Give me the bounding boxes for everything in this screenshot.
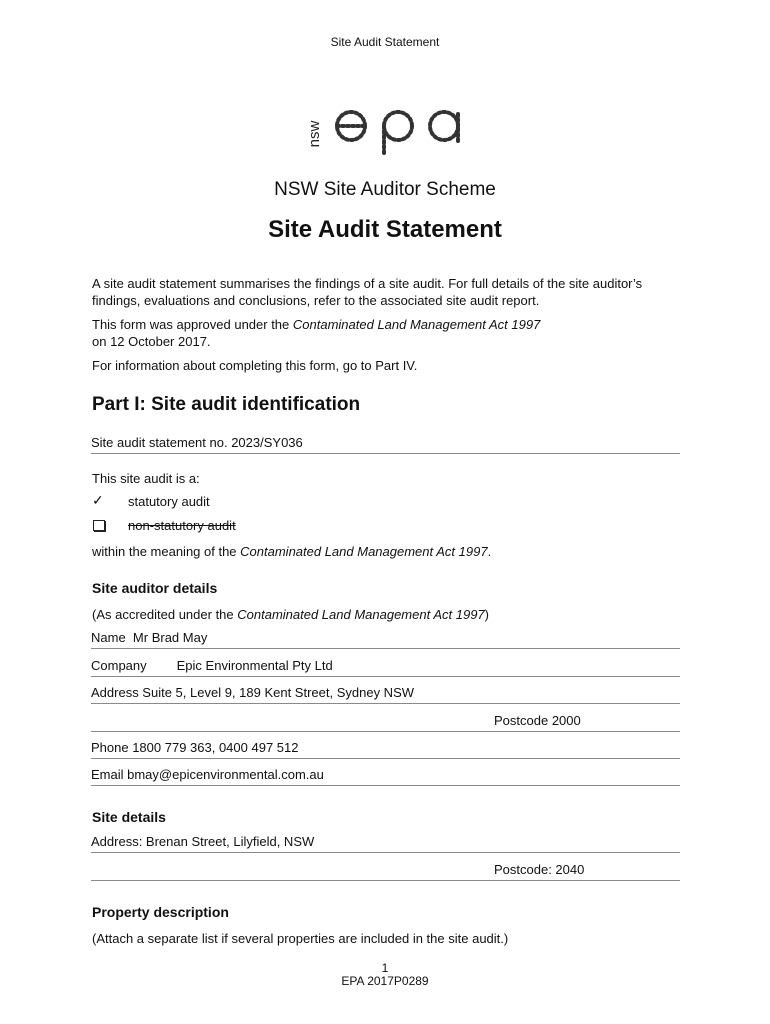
page-number: 1 bbox=[381, 961, 389, 975]
logo-nsw-text: nsw bbox=[306, 120, 323, 148]
accredited-act: Contaminated Land Management Act 1997 bbox=[237, 607, 485, 622]
meaning-act: Contaminated Land Management Act 1997 bbox=[240, 544, 488, 559]
approval-suffix: on 12 October 2017. bbox=[92, 334, 211, 349]
auditor-heading: Site auditor details bbox=[92, 580, 218, 596]
name-label: Name bbox=[91, 630, 126, 645]
intro-paragraph: A site audit statement summarises the findings of a site audit. For full details of the site auditor’s findings, evaluations and conclusions, refer to the associated site audit report. bbox=[92, 276, 643, 308]
act-name: Contaminated Land Management Act 1997 bbox=[292, 317, 541, 332]
statutory-audit-option: statutory audit bbox=[128, 494, 210, 509]
site-address-field: Address: Brenan Street, Lilyfield, NSW bbox=[91, 833, 680, 853]
name-value: Mr Brad May bbox=[132, 630, 208, 645]
checkbox-icon[interactable] bbox=[93, 520, 105, 531]
property-note: (Attach a separate list if several properties are included in the site audit.) bbox=[92, 931, 509, 946]
property-heading: Property description bbox=[92, 904, 229, 920]
auditor-postcode: Postcode 2000 bbox=[494, 713, 581, 728]
company-value: Epic Environmental Pty Ltd bbox=[176, 658, 333, 673]
auditor-phone-field: Phone 1800 779 363, 0400 497 512 bbox=[91, 739, 680, 759]
approval-paragraph bbox=[92, 316, 682, 350]
site-postcode: Postcode: 2040 bbox=[494, 862, 585, 877]
epa-logo-graphic bbox=[306, 100, 466, 160]
part1-heading: Part I: Site audit identification bbox=[92, 394, 361, 415]
site-postcode-field bbox=[91, 861, 680, 881]
audit-type-label: This site audit is a: bbox=[92, 471, 200, 486]
accredited-suffix: ) bbox=[484, 607, 489, 622]
auditor-name-field bbox=[91, 629, 680, 649]
statement-number: Site audit statement no. 2023/SY036 bbox=[91, 434, 680, 454]
meaning-suffix: . bbox=[487, 544, 492, 559]
company-label: Company bbox=[91, 658, 147, 673]
accreditation-note bbox=[92, 606, 682, 623]
auditor-postcode-field bbox=[91, 712, 680, 732]
page-title: Site Audit Statement bbox=[268, 216, 502, 243]
scheme-title: NSW Site Auditor Scheme bbox=[274, 179, 496, 200]
approval-prefix: This form was approved under the bbox=[92, 317, 293, 332]
form-code: EPA 2017P0289 bbox=[341, 974, 429, 988]
site-heading: Site details bbox=[92, 809, 166, 825]
non-statutory-audit-option: non-statutory audit bbox=[128, 518, 236, 533]
checkmark-icon[interactable]: ✓ bbox=[92, 492, 104, 508]
auditor-email-field: Email bmay@epicenvironmental.com.au bbox=[91, 766, 680, 786]
auditor-company-field bbox=[91, 657, 680, 677]
auditor-address-field: Address Suite 5, Level 9, 189 Kent Street, Sydney NSW bbox=[91, 684, 680, 704]
nsw-epa-logo bbox=[306, 100, 466, 160]
running-header: Site Audit Statement bbox=[330, 35, 440, 49]
meaning-prefix: within the meaning of the bbox=[92, 544, 241, 559]
accredited-prefix: (As accredited under the bbox=[92, 607, 238, 622]
meaning-line bbox=[92, 543, 682, 560]
info-paragraph: For information about completing this form, go to Part IV. bbox=[92, 358, 418, 373]
